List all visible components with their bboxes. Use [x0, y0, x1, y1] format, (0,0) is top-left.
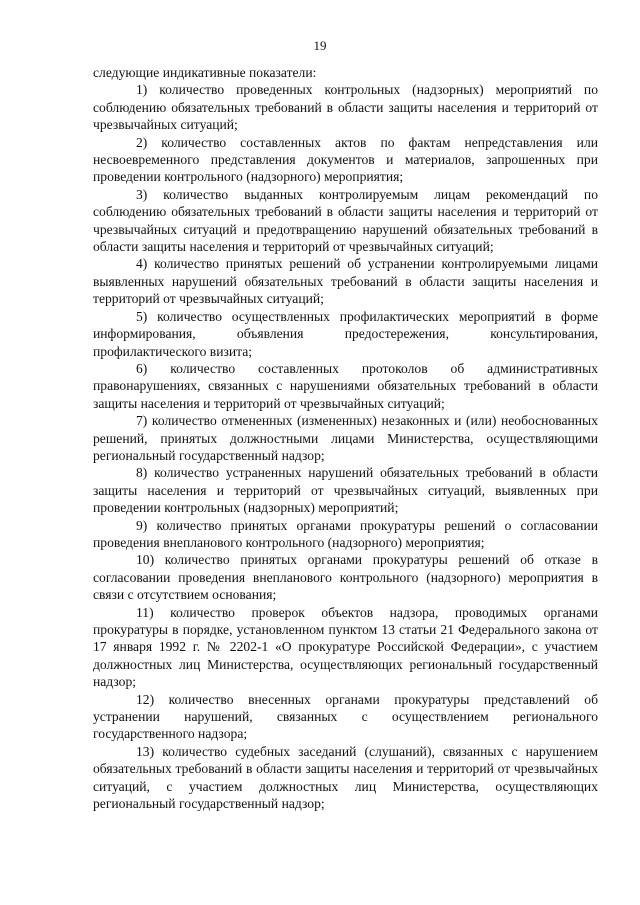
indicator-item-12: 12) количество внесенных органами прокуратуры представлений об устранении нарушений, связанных с осуществлением регионального государственного надзора;	[93, 691, 598, 742]
document-body	[93, 64, 598, 812]
indicator-item-10: 10) количество принятых органами прокуратуры решений об отказе в согласовании проведения внепланового контрольного (надзорного) мероприятия в связи с отсутствием основания;	[93, 552, 598, 603]
indicator-item-7: 7) количество отмененных (измененных) незаконных и (или) необоснованных решений, принятых должностными лицами Министерства, осуществляющими региональный государственный надзор;	[93, 413, 598, 463]
indicator-item-1: 1) количество проведенных контрольных (надзорных) мероприятий по соблюдению обязательных требований в области защиты населения и территорий от чрезвычайных ситуаций;	[93, 82, 598, 133]
page-number: 19	[313, 38, 327, 53]
indicator-item-9: 9) количество принятых органами прокуратуры решений о согласовании проведения внепланового контрольного (надзорного) мероприятия;	[93, 517, 598, 550]
indicator-item-6: 6) количество составленных протоколов об административных правонарушениях, связанных с нарушениями обязательных требований в области защиты населения и территорий от чрезвычайных ситуаций;	[93, 360, 598, 411]
indicator-item-13: 13) количество судебных заседаний (слушаний), связанных с нарушением обязательных требований в области защиты населения и территорий от чрезвычайных ситуаций, с участием должностных лиц Министерства, осуществляющих региональный государственный надзор;	[93, 743, 598, 812]
intro-paragraph: следующие индикативные показатели:	[93, 65, 317, 80]
indicator-item-11: 11) количество проверок объектов надзора, проводимых органами прокуратуры в порядке, установленном пунктом 13 статьи 21 Федерального закона от 17 января 1992 г. № 2202-1 «О прокуратуре Российской Федерации», с участием должностных лиц Министерства, осуществляющих региональный государственный надзор;	[93, 604, 598, 690]
indicator-item-2: 2) количество составленных актов по фактам непредставления или несвоевременного представления документов и материалов, запрошенных при проведении контрольного (надзорного) мероприятия;	[93, 134, 598, 185]
indicator-item-3: 3) количество выданных контролируемым лицам рекомендаций по соблюдению обязательных требований в области защиты населения и территорий от чрезвычайных ситуаций и предотвращению нарушений обязательных требований в области защиты населения и территорий от чрезвычайных ситуаций;	[93, 186, 598, 255]
indicator-item-5: 5) количество осуществленных профилактических мероприятий в форме информирования, объявления предостережения, консультирования, профилактического визита;	[93, 308, 598, 359]
indicator-item-8: 8) количество устраненных нарушений обязательных требований в области защиты населения и территорий от чрезвычайных ситуаций, выявленных при проведении контрольных (надзорных) мероприятий;	[93, 465, 598, 516]
indicator-item-4: 4) количество принятых решений об устранении контролируемыми лицами выявленных нарушений обязательных требований в области защиты населения и территорий от чрезвычайных ситуаций;	[93, 256, 598, 307]
